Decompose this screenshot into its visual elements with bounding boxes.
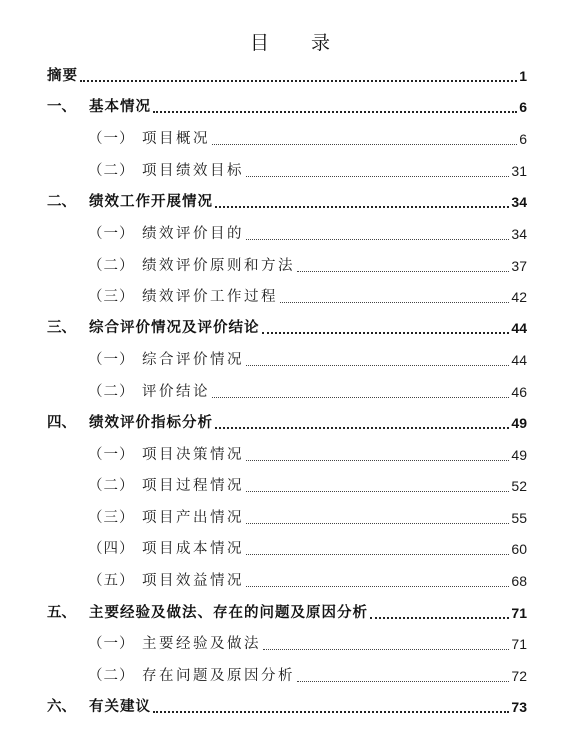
dot-leader <box>153 711 509 713</box>
toc-entry-section-1-1[interactable] <box>88 127 527 149</box>
toc-entry-label: 绩效评价目的 <box>142 226 244 242</box>
toc-entry-label: 项目绩效目标 <box>142 163 244 179</box>
toc-entry-number: （三） <box>88 510 135 526</box>
toc-entry-label: 绩效评价工作过程 <box>142 289 278 305</box>
toc-entry-number: 二、 <box>47 194 76 210</box>
toc-entry-page: 73 <box>511 699 527 715</box>
toc-entry-label: 项目决策情况 <box>142 447 244 463</box>
toc-entry-section-3[interactable] <box>47 316 527 338</box>
toc-entry-number: （四） <box>88 541 135 557</box>
toc-entry-page: 71 <box>511 636 527 652</box>
toc-entry-label: 绩效评价原则和方法 <box>142 258 295 274</box>
toc-entry-label: 综合评价情况及评价结论 <box>89 320 260 336</box>
toc-entry-page: 6 <box>519 131 527 147</box>
dot-leader <box>246 365 509 366</box>
toc-entry-number: （五） <box>88 573 135 589</box>
toc-entry-section-2-3[interactable] <box>88 285 527 307</box>
dot-leader <box>80 80 517 82</box>
toc-entry-page: 46 <box>511 384 527 400</box>
toc-entry-page: 6 <box>519 99 527 115</box>
dot-leader <box>246 176 509 177</box>
toc-entry-page: 52 <box>511 478 527 494</box>
toc-entry-label: 项目效益情况 <box>142 573 244 589</box>
dot-leader <box>246 491 509 492</box>
dot-leader <box>153 111 517 113</box>
toc-entry-section-3-2[interactable] <box>88 380 527 402</box>
toc-entry-label: 基本情况 <box>89 99 151 115</box>
toc-entry-section-3-1[interactable] <box>88 348 527 370</box>
toc-entry-section-4[interactable] <box>47 411 527 433</box>
dot-leader <box>212 144 517 145</box>
toc-entry-number: （三） <box>88 289 135 305</box>
toc-entry-page: 37 <box>511 258 527 274</box>
toc-entry-number: （一） <box>88 226 135 242</box>
dot-leader <box>262 332 510 334</box>
toc-entry-label: 项目概况 <box>142 131 210 147</box>
toc-entry-section-6[interactable] <box>47 695 527 717</box>
toc-entry-number: 四、 <box>47 415 76 431</box>
toc-entry-number: （二） <box>88 668 135 684</box>
toc-entry-number: （二） <box>88 258 135 274</box>
toc-entry-number: （二） <box>88 163 135 179</box>
toc-entry-section-1-2[interactable] <box>88 159 527 181</box>
toc-entry-page: 68 <box>511 573 527 589</box>
toc-entry-page: 31 <box>511 163 527 179</box>
toc-entry-page: 34 <box>511 226 527 242</box>
toc-entry-page: 55 <box>511 510 527 526</box>
toc-entry-number: 五、 <box>47 605 76 621</box>
dot-leader <box>246 586 509 587</box>
toc-entry-section-2[interactable] <box>47 190 527 212</box>
toc-entry-section-4-5[interactable] <box>88 569 527 591</box>
toc-entry-label: 主要经验及做法 <box>142 636 261 652</box>
toc-entry-number: （一） <box>88 352 135 368</box>
toc-entry-number: （一） <box>88 447 135 463</box>
toc-entry-label: 摘要 <box>47 68 78 84</box>
toc-entry-number: （一） <box>88 131 135 147</box>
toc-entry-number: （二） <box>88 478 135 494</box>
toc-entry-section-2-1[interactable] <box>88 222 527 244</box>
toc-entry-page: 71 <box>511 605 527 621</box>
toc-entry-page: 49 <box>511 447 527 463</box>
toc-entry-label: 绩效工作开展情况 <box>89 194 213 210</box>
toc-entry-section-4-3[interactable] <box>88 506 527 528</box>
toc-entry-section-2-2[interactable] <box>88 254 527 276</box>
toc-entry-page: 60 <box>511 541 527 557</box>
toc-entry-section-4-1[interactable] <box>88 443 527 465</box>
dot-leader <box>297 271 509 272</box>
toc-entry-number: （一） <box>88 636 135 652</box>
toc-entry-label: 有关建议 <box>89 699 151 715</box>
toc-entry-number: 三、 <box>47 320 76 336</box>
dot-leader <box>263 649 509 650</box>
toc-entry-label: 评价结论 <box>142 384 210 400</box>
toc-entry-label: 主要经验及做法、存在的问题及原因分析 <box>89 605 368 621</box>
toc-entry-label: 项目过程情况 <box>142 478 244 494</box>
dot-leader <box>246 460 509 461</box>
toc-entry-label: 项目成本情况 <box>142 541 244 557</box>
toc-entry-label: 存在问题及原因分析 <box>142 668 295 684</box>
dot-leader <box>246 239 509 240</box>
toc-entry-section-4-4[interactable] <box>88 537 527 559</box>
toc-entry-label: 综合评价情况 <box>142 352 244 368</box>
dot-leader <box>370 617 509 619</box>
toc-entry-page: 42 <box>511 289 527 305</box>
dot-leader <box>212 397 509 398</box>
toc-entry-section-5[interactable] <box>47 601 527 623</box>
toc-entry-number: （二） <box>88 384 135 400</box>
toc-entry-page: 49 <box>511 415 527 431</box>
toc-entry-page: 44 <box>511 320 527 336</box>
toc-entry-number: 六、 <box>47 699 76 715</box>
toc-entry-page: 1 <box>519 68 527 84</box>
toc-entry-label: 项目产出情况 <box>142 510 244 526</box>
toc-entry-abstract[interactable] <box>47 64 527 86</box>
page-title: 目 录 <box>249 32 349 54</box>
toc-entry-section-5-2[interactable] <box>88 664 527 686</box>
dot-leader <box>246 523 509 524</box>
toc-entry-section-5-1[interactable] <box>88 632 527 654</box>
toc-entry-page: 72 <box>511 668 527 684</box>
dot-leader <box>215 206 509 208</box>
dot-leader <box>297 681 509 682</box>
toc-entry-page: 34 <box>511 194 527 210</box>
toc-entry-label: 绩效评价指标分析 <box>89 415 213 431</box>
dot-leader <box>246 554 509 555</box>
toc-entry-section-4-2[interactable] <box>88 474 527 496</box>
toc-entry-page: 44 <box>511 352 527 368</box>
dot-leader <box>215 427 509 429</box>
toc-entry-section-1[interactable] <box>47 95 527 117</box>
toc-entry-number: 一、 <box>47 99 76 115</box>
dot-leader <box>280 302 509 303</box>
